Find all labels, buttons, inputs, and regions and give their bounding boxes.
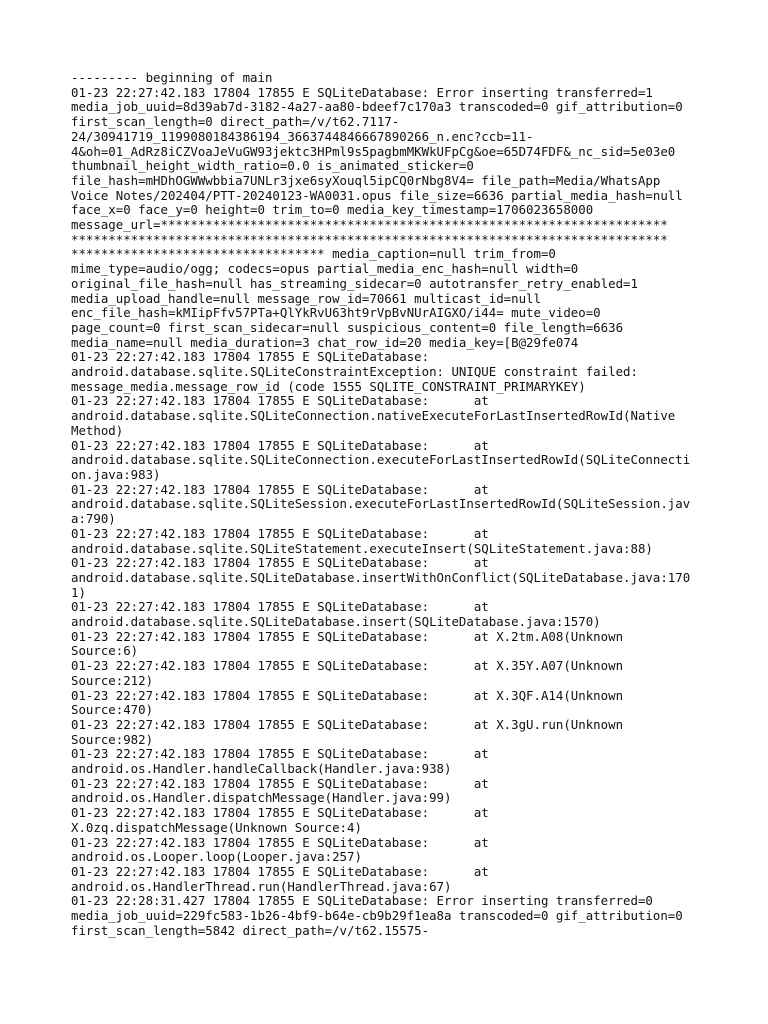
log-line: message_url=******************************************************************** — [71, 217, 668, 233]
log-line: face_x=0 face_y=0 height=0 trim_to=0 media_key_timestamp=1706023658000 — [71, 202, 594, 218]
log-line: android.database.sqlite.SQLiteConnection.nativeExecuteForLastInsertedRowId(Native — [71, 408, 676, 424]
log-line: android.database.sqlite.SQLiteDatabase.insert(SQLiteDatabase.java:1570) — [71, 614, 601, 630]
log-line: mime_type=audio/ogg; codecs=opus partial_media_enc_hash=null width=0 — [71, 261, 579, 277]
log-line: thumbnail_height_width_ratio=0.0 is_animated_sticker=0 — [71, 158, 474, 174]
log-line: 01-23 22:27:42.183 17804 17855 E SQLiteDatabase: at — [71, 746, 489, 762]
log-line: message_media.message_row_id (code 1555 SQLITE_CONSTRAINT_PRIMARYKEY) — [71, 378, 586, 394]
log-line: 01-23 22:27:42.183 17804 17855 E SQLiteDatabase: at — [71, 437, 489, 453]
log-line: X.0zq.dispatchMessage(Unknown Source:4) — [71, 819, 362, 835]
log-line: 01-23 22:27:42.183 17804 17855 E SQLiteDatabase: at X.35Y.A07(Unknown — [71, 658, 624, 674]
log-line: android.database.sqlite.SQLiteConnection.executeForLastInsertedRowId(SQLiteConnecti — [71, 452, 691, 468]
log-line: Source:6) — [71, 643, 139, 659]
log-line: a:790) — [71, 511, 116, 527]
log-line: 01-23 22:27:42.183 17804 17855 E SQLiteDatabase: at — [71, 393, 489, 409]
log-line: android.database.sqlite.SQLiteConstraintException: UNIQUE constraint failed: — [71, 364, 638, 380]
log-line: 01-23 22:27:42.183 17804 17855 E SQLiteDatabase: at — [71, 775, 489, 791]
log-line: media_name=null media_duration=3 chat_row_id=20 media_key=[B@29fe074 — [71, 334, 579, 350]
log-line: 01-23 22:27:42.183 17804 17855 E SQLiteDatabase: at X.2tm.A08(Unknown — [71, 628, 624, 644]
log-line: --------- beginning of main — [71, 70, 273, 85]
log-line: android.database.sqlite.SQLiteSession.executeForLastInsertedRowId(SQLiteSession.jav — [71, 496, 691, 512]
log-line: original_file_hash=null has_streaming_sidecar=0 autotransfer_retry_enabled=1 — [71, 275, 638, 291]
log-line: 01-23 22:27:42.183 17804 17855 E SQLiteDatabase: at — [71, 834, 489, 850]
log-line: android.os.HandlerThread.run(HandlerThread.java:67) — [71, 878, 452, 894]
log-line: android.os.Handler.dispatchMessage(Handler.java:99) — [71, 790, 452, 806]
log-line: 01-23 22:27:42.183 17804 17855 E SQLiteDatabase: at — [71, 481, 489, 497]
log-line: Method) — [71, 422, 124, 438]
log-line: 24/30941719_1199080184386194_3663744846667890266_n.enc?ccb=11- — [71, 128, 534, 144]
log-line: 01-23 22:27:42.183 17804 17855 E SQLiteDatabase: at X.3QF.A14(Unknown — [71, 687, 624, 703]
log-line: 01-23 22:27:42.183 17804 17855 E SQLiteDatabase: at — [71, 599, 489, 615]
log-line: Source:212) — [71, 672, 154, 688]
log-line: android.os.Looper.loop(Looper.java:257) — [71, 849, 362, 865]
log-line: Source:470) — [71, 702, 154, 718]
log-line: ********************************** media_caption=null trim_from=0 — [71, 246, 556, 262]
log-line: 01-23 22:28:31.427 17804 17855 E SQLiteDatabase: Error inserting transferred=0 — [71, 893, 653, 909]
log-document — [71, 71, 701, 938]
log-line: Voice Notes/202404/PTT-20240123-WA0031.opus file_size=6636 partial_media_hash=null — [71, 187, 683, 203]
log-line: on.java:983) — [71, 466, 161, 482]
log-line: first_scan_length=0 direct_path=/v/t62.7117- — [71, 114, 400, 130]
log-line: media_job_uuid=8d39ab7d-3182-4a27-aa80-bdeef7c170a3 transcoded=0 gif_attribution=0 — [71, 99, 683, 115]
log-line: file_hash=mHDhOGWWwbbia7UNLr3jxe6syXouql5ipCQ0rNbg8V4= file_path=Media/WhatsApp — [71, 172, 661, 188]
log-line: page_count=0 first_scan_sidecar=null suspicious_content=0 file_length=6636 — [71, 319, 624, 335]
log-line: first_scan_length=5842 direct_path=/v/t62.15575- — [71, 922, 430, 938]
log-line: 4&oh=01_AdRz8iCZVoaJeVuGW93jektc3HPml9s5pagbmMKWkUFpCg&oe=65D74FDF&_nc_sid=5e03e0 — [71, 143, 676, 159]
log-line: 01-23 22:27:42.183 17804 17855 E SQLiteDatabase: — [71, 349, 430, 365]
log-line: android.os.Handler.handleCallback(Handler.java:938) — [71, 761, 452, 777]
log-line: ******************************************************************************** — [71, 231, 668, 247]
log-line: android.database.sqlite.SQLiteDatabase.insertWithOnConflict(SQLiteDatabase.java:170 — [71, 569, 691, 585]
log-line: Source:982) — [71, 731, 154, 747]
log-line: enc_file_hash=kMIipFfv57PTa+QlYkRvU63ht9rVpBvNUrAIGXO/i44= mute_video=0 — [71, 305, 601, 321]
log-line: 01-23 22:27:42.183 17804 17855 E SQLiteDatabase: at X.3gU.run(Unknown — [71, 716, 624, 732]
log-line: 1) — [71, 584, 86, 600]
log-line: 01-23 22:27:42.183 17804 17855 E SQLiteDatabase: Error inserting transferred=1 — [71, 84, 653, 100]
log-line: media_job_uuid=229fc583-1b26-4bf9-b64e-cb9b29f1ea8a transcoded=0 gif_attribution=0 — [71, 908, 683, 924]
log-line: android.database.sqlite.SQLiteStatement.executeInsert(SQLiteStatement.java:88) — [71, 540, 653, 556]
log-line: 01-23 22:27:42.183 17804 17855 E SQLiteDatabase: at — [71, 805, 489, 821]
log-line: 01-23 22:27:42.183 17804 17855 E SQLiteDatabase: at — [71, 525, 489, 541]
log-line: 01-23 22:27:42.183 17804 17855 E SQLiteDatabase: at — [71, 863, 489, 879]
log-line: 01-23 22:27:42.183 17804 17855 E SQLiteDatabase: at — [71, 555, 489, 571]
log-line: media_upload_handle=null message_row_id=70661 multicast_id=null — [71, 290, 541, 306]
